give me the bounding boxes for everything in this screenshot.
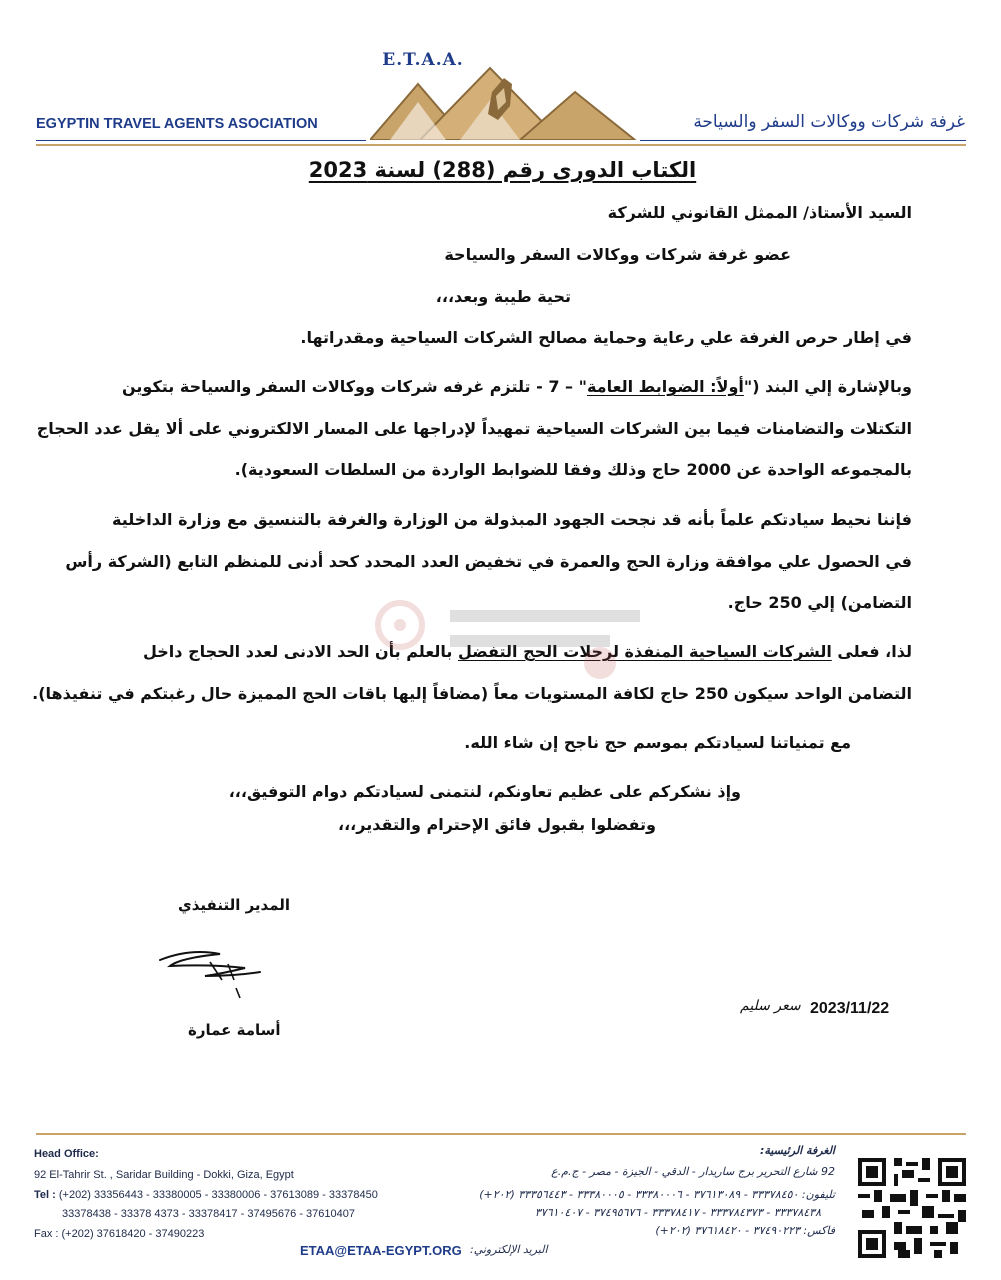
- footer-fax-ar: فاكس: ٣٧٤٩٠٢٢٣ - ٣٧٦١٨٤٢٠ (٢٠٢+): [655, 1224, 835, 1237]
- footer-tel-ar-2: ٣٣٣٧٨٤٣٨ - ٣٣٣٧٨٤٣٧٣ - ٣٣٣٧٨٤١٧ - ٣٧٤٩٥٦٧٦ - ٣٧٦١٠٤٠٧: [534, 1206, 821, 1219]
- paragraph-4-line-1: [143, 640, 912, 664]
- paragraph-2-line-3: بالمجموعه الواحدة عن 2000 حاج وذلك وفقا للضوابط الواردة من السلطات السعودية).: [234, 460, 912, 479]
- footer-tel-label: Tel :: [34, 1189, 59, 1201]
- footer-head-office-label: Head Office:: [34, 1148, 99, 1160]
- paragraph-1: في إطار حرص الغرفة علي رعاية وحماية مصالح الشركات السياحية ومقدراتها.: [300, 328, 912, 347]
- paragraph-4-line-2: التضامن الواحد سيكون 250 حاج لكافة المستويات معاً (مضافاً إليها باقات الحج المميزة حال رغبتكم في تنفيذها).: [32, 684, 912, 703]
- greeting: تحية طيبة وبعد،،،: [435, 287, 571, 306]
- paragraph-5: مع تمنياتنا لسيادتكم بموسم حج ناجح إن شاء الله.: [464, 733, 851, 752]
- footer-fax-en: Fax : (+202) 37618420 - 37490223: [34, 1228, 205, 1240]
- footer-tel-en-2: 33378438 - 33378 4373 - 33378417 - 37495676 - 37610407: [62, 1208, 355, 1220]
- para2-part-b: " – 7 - تلتزم غرفه شركات ووكالات السفر والسياحة بتكوين: [122, 377, 587, 396]
- paragraph-2-line-2: التكتلات والتضامنات فيما بين الشركات السياحية تمهيداً لإدراجها على المسار الالكتروني على ألا يقل عدد الحجاج: [36, 419, 912, 438]
- pyramids-sphinx-logo: [370, 62, 640, 140]
- header-divider: [36, 144, 966, 146]
- closing-line-2: وتفضلوا بقبول فائق الإحترام والتقدير،،،: [338, 815, 656, 834]
- footer-tel-ar: تليفون: ٣٣٣٧٨٤٥٠ - ٣٧٦١٣٠٨٩ - ٣٣٣٨٠٠٠٦ - ٣٣٣٨٠٠٠٥ - ٣٣٣٥٦٤٤٣ (٢٠٢+): [479, 1188, 835, 1201]
- footer-email-label: البريد الإلكتروني:: [470, 1243, 548, 1256]
- footer-divider: [36, 1133, 966, 1135]
- paragraph-3-line-1: فإننا نحيط سيادتكم علماً بأنه قد نجحت الجهود المبذولة من الوزارة والغرفة بالتنسيق مع وزارة الداخلية: [111, 510, 912, 529]
- org-name-english: EGYPTIN TRAVEL AGENTS ASOCIATION: [36, 116, 318, 132]
- qr-code: [858, 1158, 966, 1258]
- signatory-title: المدير التنفيذي: [178, 896, 291, 914]
- handwritten-signature: [150, 940, 290, 1010]
- footer-head-office-label-ar: الغرفة الرئيسية:: [759, 1144, 835, 1157]
- para2-underlined: أولاً: الضوابط العامة: [586, 377, 744, 396]
- letter-title: الكتاب الدورى رقم (288) لسنة 2023: [308, 158, 697, 182]
- footer-tel-en-1: Tel : (+202) 33356443 - 33380005 - 33380006 - 37613089 - 33378450: [34, 1189, 378, 1201]
- para4-underlined: الشركات السياحية المنفذة لرحلات الحج التفضل: [457, 642, 832, 661]
- header-divider-left: [36, 140, 366, 141]
- org-abbreviation: E.T.A.A.: [382, 50, 464, 70]
- header-divider-right: [640, 140, 966, 141]
- footer-address-en: 92 El-Tahrir St. , Saridar Building - Dokki, Giza, Egypt: [34, 1169, 294, 1181]
- paragraph-3-line-2: في الحصول علي موافقة وزارة الحج والعمرة في تخفيض العدد المحدد كحد أدنى للمنظم التابع (الشركة رأس: [65, 552, 912, 571]
- paragraph-2-line-1: [122, 375, 912, 399]
- para2-part-a: وبالإشارة إلي البند (": [743, 377, 912, 396]
- salutation-line-1: السيد الأستاذ/ الممثل القانوني للشركة: [607, 203, 912, 222]
- watermark-logo: [360, 585, 660, 685]
- paragraph-3-line-3: التضامن) إلي 250 حاج.: [727, 593, 912, 612]
- handwritten-date-note: سعر سليم: [740, 998, 801, 1014]
- signatory-name: أسامة عمارة: [188, 1021, 281, 1039]
- footer-address-ar: 92 شارع التحرير برج ساريدار - الدقي - الجيزة - مصر - ج.م.ع: [551, 1165, 835, 1178]
- salutation-line-2: عضو غرفة شركات ووكالات السفر والسياحة: [444, 245, 791, 264]
- para4-part-b: بالعلم بأن الحد الادنى لعدد الحجاج داخل: [142, 642, 458, 661]
- footer-email[interactable]: ETAA@ETAA-EGYPT.ORG: [300, 1243, 462, 1258]
- closing-line-1: وإذ نشكركم على عظيم تعاونكم، لنتمنى لسيادتكم دوام التوفيق،،،: [228, 782, 741, 801]
- para4-part-a: لذا، فعلى: [831, 642, 912, 661]
- org-name-arabic: غرفة شركات ووكالات السفر والسياحة: [693, 112, 965, 132]
- letter-date: 2023/11/22: [810, 1000, 890, 1017]
